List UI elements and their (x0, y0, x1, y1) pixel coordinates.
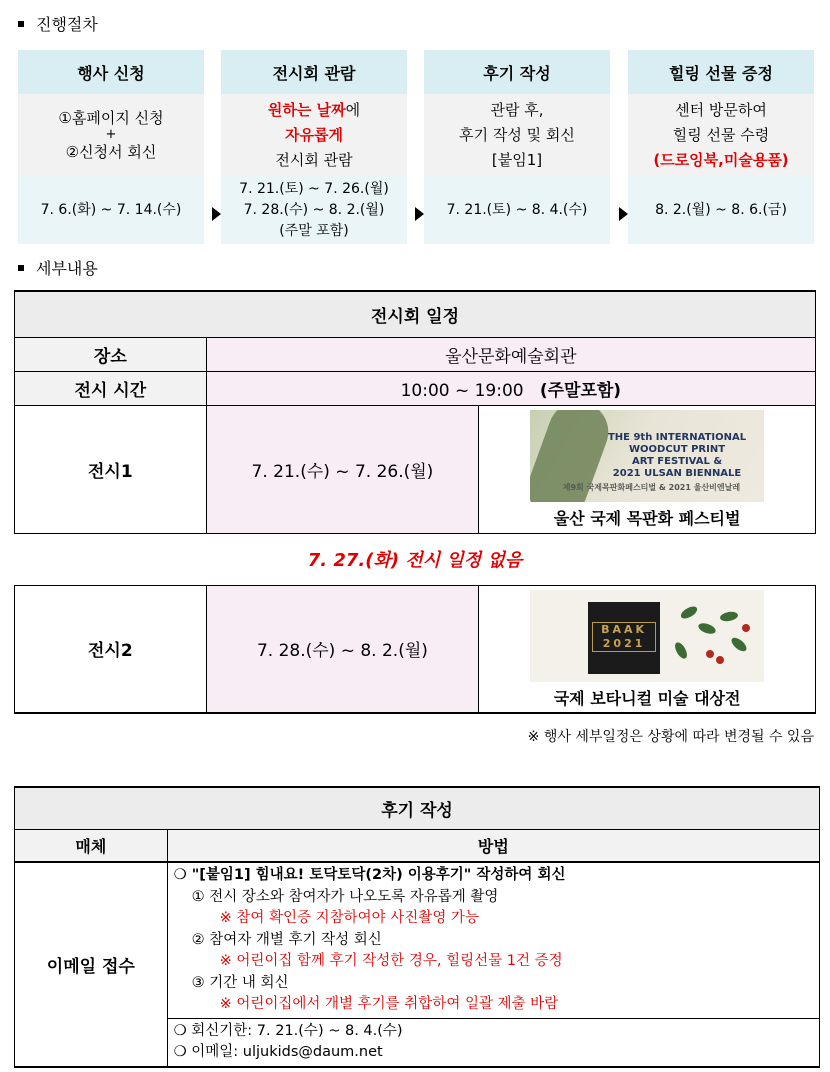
time-range: 10:00 ~ 19:00 (400, 380, 524, 401)
exhibit1-label: 전시1 (15, 405, 207, 533)
leaf-icon (673, 640, 690, 660)
leaf-icon (719, 610, 738, 622)
media-value: 이메일 접수 (15, 862, 168, 1067)
table-title: 전시회 일정 (15, 291, 816, 337)
poster-line: THE 9th INTERNATIONAL (607, 431, 747, 443)
highlight-text: (드로잉북,미술용품) (653, 150, 789, 169)
highlight-text: 원하는 날짜 (267, 100, 346, 119)
review-table (14, 786, 820, 1068)
step-date (628, 176, 814, 244)
venue-value: 울산문화예술회관 (206, 337, 815, 371)
poster-subtext: 제9회 국제목판화페스티벌 & 2021 울산비엔날레 (562, 482, 741, 492)
section-title: 진행절차 (36, 15, 98, 34)
woodcut-festival-poster (530, 410, 764, 502)
berry-icon (706, 650, 714, 658)
method-item (174, 887, 813, 909)
exhibit2-label: 전시2 (15, 585, 207, 713)
step-date (424, 176, 610, 244)
botanical-art-poster (530, 590, 764, 682)
step-date-line: 8. 2.(월) ~ 8. 6.(금) (655, 201, 787, 218)
method-item (174, 930, 813, 952)
step-line: 후기 작성 및 회신 (459, 125, 575, 144)
step-line (268, 98, 360, 123)
section-title: 세부내용 (36, 259, 98, 278)
item-number: ③ (191, 974, 205, 991)
time-label: 전시 시간 (15, 371, 207, 405)
circle-bullet-icon: ❍ (173, 867, 187, 883)
table-title: 후기 작성 (15, 787, 820, 829)
col-media-header: 매체 (15, 829, 168, 862)
step-title: 힐링 선물 증정 (628, 50, 814, 94)
email-text: 이메일: uljukids@daum.net (191, 1044, 383, 1060)
step-body (18, 94, 204, 176)
step-date-line: 7. 21.(토) ~ 7. 26.(월) (239, 180, 389, 197)
poster-line: 2021 ULSAN BIENNALE (612, 467, 742, 479)
deadline-line (174, 1021, 813, 1043)
step-line: ②신청서 회신 (65, 143, 157, 161)
poster-line: ART FESTIVAL & (631, 455, 723, 467)
item-text: 전시 장소와 참여자가 나오도록 자유롭게 촬영 (209, 888, 499, 905)
item-text: 참여자 개별 후기 작성 회신 (209, 931, 382, 948)
venue-label: 장소 (15, 337, 207, 371)
col-method-header: 방법 (167, 829, 819, 862)
leaf-icon (679, 604, 699, 621)
arrow-right-icon (415, 207, 424, 221)
step-line: 전시회 관람 (275, 150, 353, 169)
time-note: (주말포함) (539, 380, 622, 401)
contact-info (167, 1018, 819, 1067)
no-exhibit-notice: 7. 27.(화) 전시 일정 없음 (15, 533, 816, 585)
leaf-icon (729, 635, 749, 653)
item-note: ※ 어린이집 함께 후기 작성한 경우, 힐링선물 1건 증정 (219, 953, 563, 969)
email-line (174, 1042, 813, 1064)
item-number: ① (191, 888, 205, 905)
exhibit2-caption: 국제 보타니컬 미술 대상전 (553, 688, 741, 708)
item-note: ※ 참여 확인증 지참하여야 사진촬영 가능 (219, 910, 479, 926)
exhibit2-poster-cell (479, 585, 816, 713)
step-date-line: (주말 포함) (279, 222, 349, 239)
exhibition-schedule-table (14, 290, 816, 714)
step-date (18, 176, 204, 244)
item-note: ※ 어린이집에서 개별 후기를 취합하여 일괄 제출 바람 (219, 996, 559, 1012)
exhibit1-poster-cell (479, 405, 816, 533)
step-review (424, 50, 610, 244)
arrow-right-icon (619, 207, 628, 221)
procedure-steps (18, 50, 810, 244)
step-line: + (105, 127, 117, 142)
step-date-line: 7. 6.(화) ~ 7. 14.(수) (40, 201, 182, 218)
step-line: 힐링 선물 수령 (672, 125, 770, 144)
berry-icon (716, 656, 724, 664)
berry-icon (742, 624, 750, 632)
method-main (174, 865, 813, 887)
section-heading-procedure (18, 12, 98, 35)
step-line: 센터 방문하여 (675, 100, 767, 119)
step-body (628, 94, 814, 176)
step-date (221, 176, 407, 244)
time-value (206, 371, 815, 405)
step-body (424, 94, 610, 176)
item-number: ② (191, 931, 205, 948)
exhibit1-caption: 울산 국제 목판화 페스티벌 (553, 508, 741, 528)
step-date-line: 7. 21.(토) ~ 8. 4.(수) (446, 201, 588, 218)
circle-bullet-icon: ❍ (173, 1044, 187, 1060)
item-text: 기간 내 회신 (209, 974, 289, 991)
step-line: [붙임1] (491, 150, 543, 169)
circle-bullet-icon: ❍ (173, 1022, 187, 1039)
leaf-icon (697, 621, 717, 636)
step-line: ①홈페이지 신청 (58, 109, 164, 127)
poster-line: 2021 (602, 636, 646, 650)
method-item (174, 973, 813, 995)
step-body (221, 94, 407, 176)
poster-line: WOODCUT PRINT (629, 443, 726, 455)
step-application (18, 50, 204, 244)
section-heading-details (18, 256, 98, 279)
arrow-right-icon (212, 207, 221, 221)
exhibit2-date: 7. 28.(수) ~ 8. 2.(월) (206, 585, 479, 713)
book-title (592, 622, 656, 652)
poster-line: BAAK (601, 622, 648, 636)
step-gift (628, 50, 814, 244)
bullet-square-icon (18, 265, 24, 271)
exhibit1-date: 7. 21.(수) ~ 7. 26.(월) (206, 405, 479, 533)
deadline-text: 회신기한: 7. 21.(수) ~ 8. 4.(수) (191, 1022, 403, 1039)
step-title: 후기 작성 (424, 50, 610, 94)
step-date-line: 7. 28.(수) ~ 8. 2.(월) (243, 201, 385, 218)
step-line-suffix: 에 (345, 100, 361, 119)
poster-text (608, 432, 746, 480)
step-line: 관람 후, (490, 100, 544, 119)
book-graphic (588, 602, 660, 674)
highlight-text: 자유롭게 (285, 125, 343, 144)
step-title: 전시회 관람 (221, 50, 407, 94)
method-main-text: "[붙임1] 힘내요! 토닥토닥(2차) 이용후기" 작성하여 회신 (191, 867, 566, 883)
step-exhibition (221, 50, 407, 244)
method-detail (167, 862, 819, 1018)
step-title: 행사 신청 (18, 50, 204, 94)
bullet-square-icon (18, 21, 24, 27)
schedule-change-notice: ※ 행사 세부일정은 상황에 따라 변경될 수 있음 (527, 729, 814, 745)
